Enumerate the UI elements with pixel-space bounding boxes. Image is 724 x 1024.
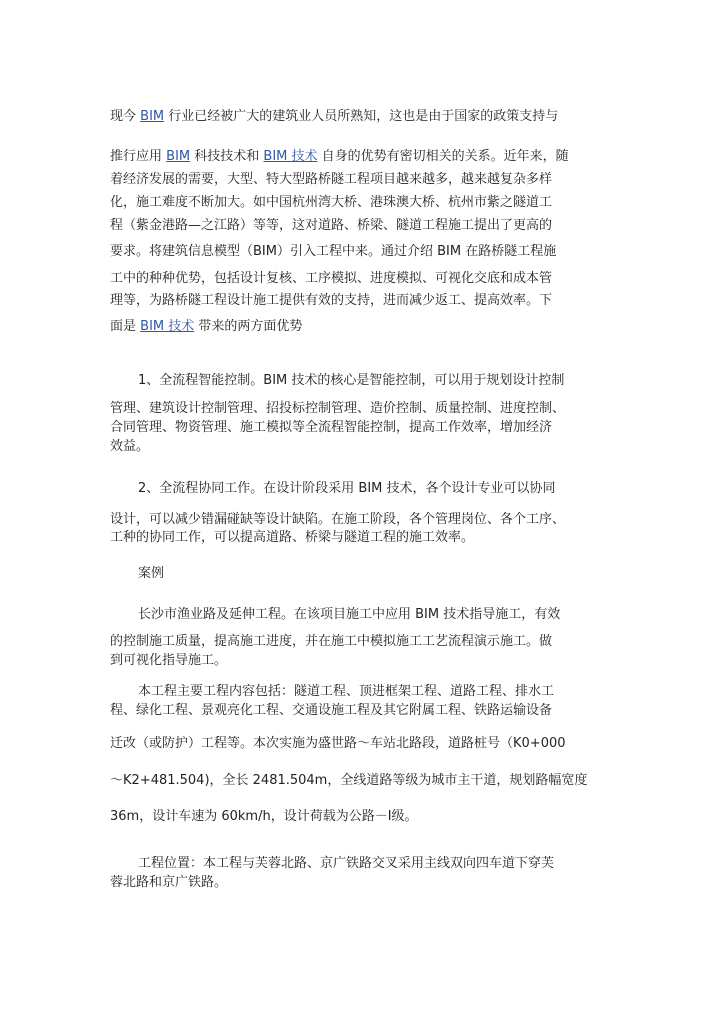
text-line: ～K2+481.504)，全长 2481.504m，全线道路等级为城市主干道，规划路幅宽度	[110, 773, 588, 788]
text-line: 长沙市渔业路及延伸工程。在该项目施工中应用 BIM 技术指导施工，有效	[138, 607, 561, 622]
text-line: 程（紫金港路—之江路）等等，这对道路、桥梁、隧道工程施工提出了更高的	[110, 218, 553, 233]
bim-technology-link[interactable]: BIM 技术	[140, 319, 195, 334]
text: 现今	[110, 109, 137, 124]
text-line: 工程位置：本工程与芙蓉北路、京广铁路交叉采用主线双向四车道下穿芙	[138, 856, 555, 871]
text: 面是	[110, 319, 137, 334]
section-heading: 案例	[138, 566, 165, 581]
text-line: 程、绿化工程、景观亮化工程、交通设施工程及其它附属工程、铁路运输设备	[110, 703, 553, 718]
text-line: 理等，为路桥隧工程设计施工提供有效的支持，进而减少返工、提高效率。下	[110, 293, 553, 308]
text-line: 本工程主要工程内容包括：隧道工程、顶进框架工程、道路工程、排水工	[138, 684, 555, 699]
text-line: 要求。将建筑信息模型（BIM）引入工程中来。通过介绍 BIM 在路桥隧工程施	[110, 244, 557, 259]
text-line: 1、全流程智能控制。BIM 技术的核心是智能控制，可以用于规划设计控制	[138, 373, 565, 388]
text-line: 的控制施工质量，提高施工进度，并在施工中模拟施工工艺流程演示施工。做	[110, 634, 553, 649]
text-line: 迁改（或防护）工程等。本次实施为盛世路～车站北路段，道路桩号（K0+000	[110, 736, 566, 751]
text: 推行应用	[110, 149, 163, 164]
text-line: 合同管理、物资管理、施工模拟等全流程智能控制，提高工作效率，增加经济	[110, 420, 553, 435]
text-line	[110, 108, 620, 126]
text-line: 化，施工难度不断加大。如中国杭州湾大桥、港珠澳大桥、杭州市紫之隧道工	[110, 195, 553, 210]
bim-link[interactable]: BIM	[166, 149, 191, 164]
bim-link[interactable]: BIM	[140, 109, 165, 124]
text-line: 2、全流程协同工作。在设计阶段采用 BIM 技术，各个设计专业可以协同	[138, 481, 556, 496]
text-line: 效益。	[110, 439, 150, 454]
text-line: 蓉北路和京广铁路。	[110, 875, 228, 890]
text-line: 着经济发展的需要，大型、特大型路桥隧工程项目越来越多，越来越复杂多样	[110, 172, 553, 187]
text: 科技技术和	[194, 149, 260, 164]
text-line	[110, 318, 620, 336]
text: 行业已经被广大的建筑业人员所熟知，这也是由于国家的政策支持与	[168, 109, 559, 124]
text: 自身的优势有密切相关的关系。近年来，随	[321, 149, 569, 164]
text-line: 管理、建筑设计控制管理、招投标控制管理、造价控制、质量控制、进度控制、	[110, 401, 566, 416]
bim-technology-link[interactable]: BIM 技术	[263, 149, 318, 164]
text: 带来的两方面优势	[198, 319, 303, 334]
text-line: 设计，可以减少错漏碰缺等设计缺陷。在施工阶段，各个管理岗位、各个工序、	[110, 512, 566, 527]
text-line	[110, 148, 620, 166]
text-line: 36m，设计车速为 60km/h，设计荷载为公路－Ⅰ级。	[110, 809, 418, 824]
text-line: 到可视化指导施工。	[110, 653, 228, 668]
text-line: 工种的协同工作，可以提高道路、桥梁与隧道工程的施工效率。	[110, 530, 475, 545]
text-line: 工中的种种优势，包括设计复核、工序模拟、进度模拟、可视化交底和成本管	[110, 271, 553, 286]
